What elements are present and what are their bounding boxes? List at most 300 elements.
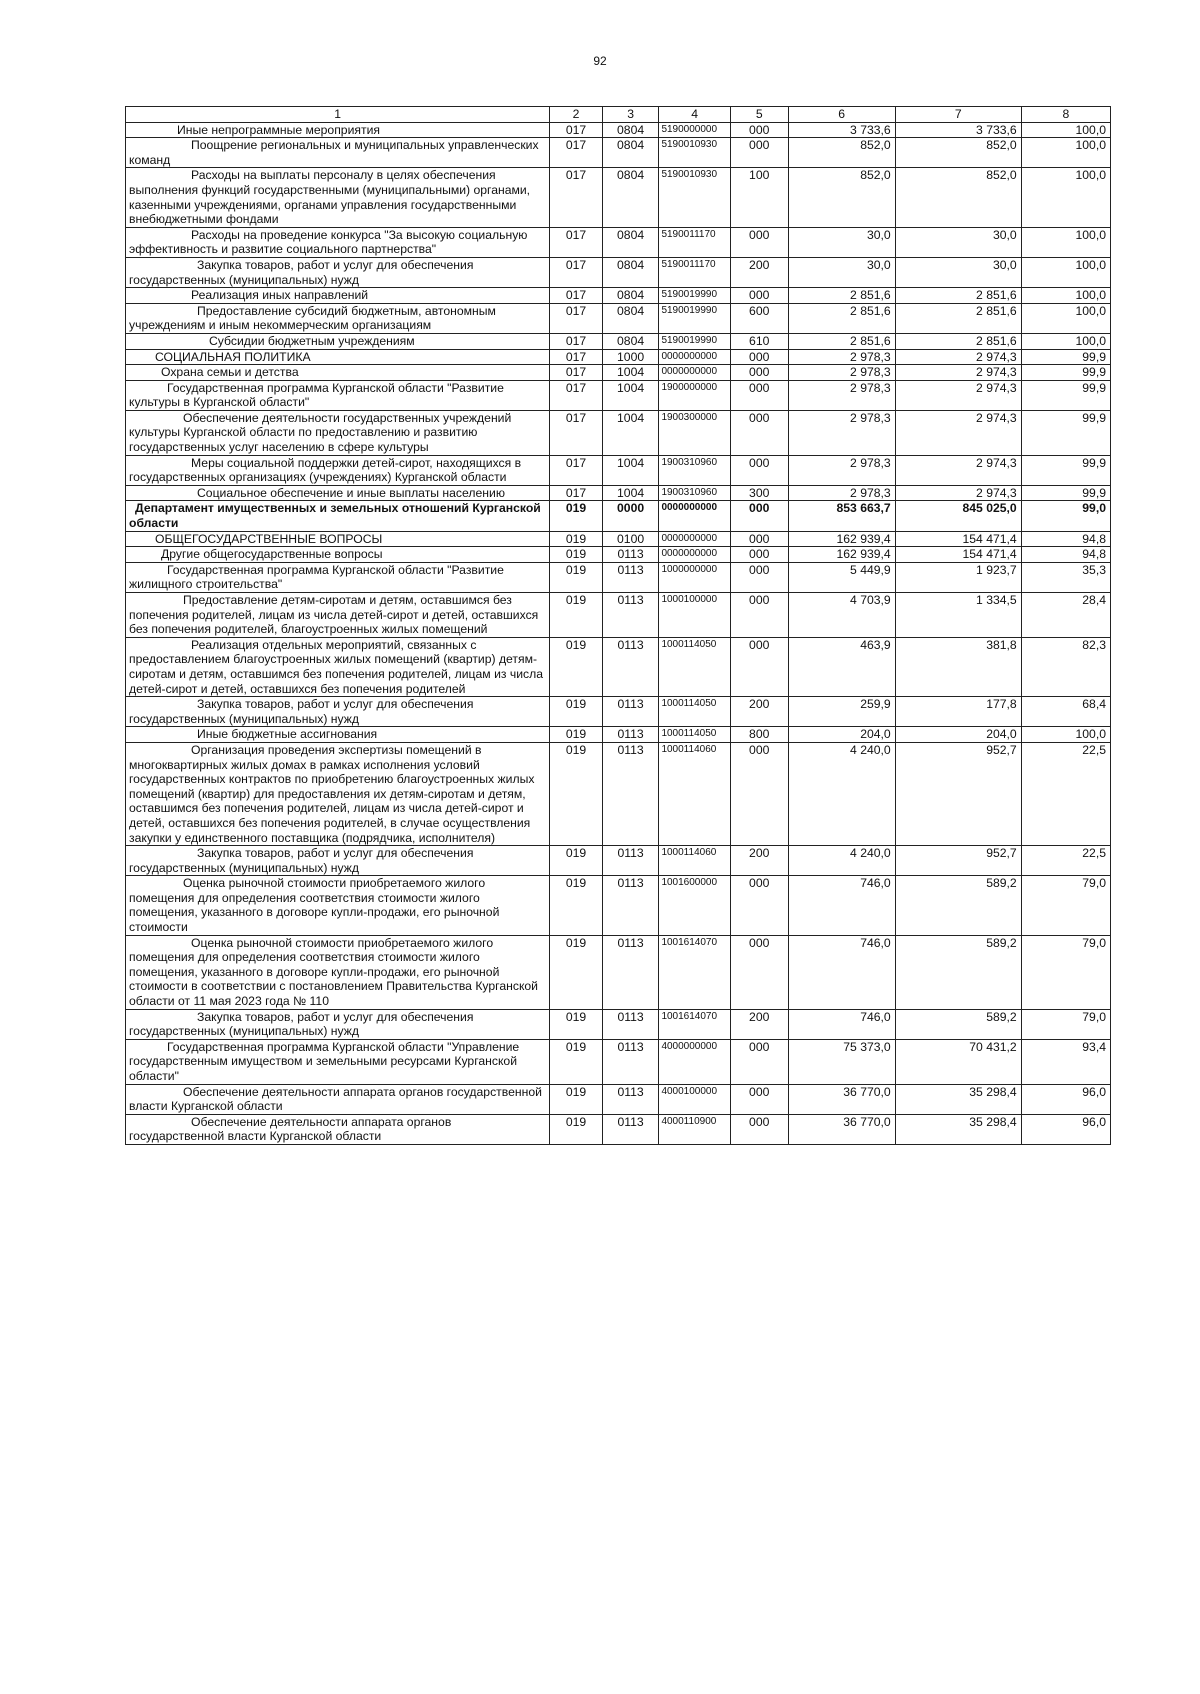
target-article-cell: 1000114060 <box>659 742 730 845</box>
execution-percent-cell: 100,0 <box>1021 257 1110 287</box>
executed-amount-cell: 1 923,7 <box>895 562 1021 592</box>
column-number-row <box>126 107 1111 123</box>
department-code-cell: 019 <box>550 727 603 743</box>
executed-amount-cell: 2 974,3 <box>895 365 1021 381</box>
section-code-cell: 0113 <box>602 637 659 696</box>
item-name: СОЦИАЛЬНАЯ ПОЛИТИКА <box>155 349 311 364</box>
target-article-cell: 1000114050 <box>659 637 730 696</box>
item-name: Реализация отдельных мероприятий, связанных с предоставлением благоустроенных жилых помещений (квартир) детям-сиротам и детям, оставшимся без попечения родителей, лицам из числа детей-сирот и детей, оставшихся без попечения родителей <box>129 637 547 696</box>
section-code-cell: 0000 <box>602 501 659 531</box>
expense-type-cell: 800 <box>730 727 788 743</box>
item-name-cell <box>126 485 550 501</box>
department-code-cell: 019 <box>550 547 603 563</box>
item-name-cell <box>126 547 550 563</box>
item-name: Субсидии бюджетным учреждениям <box>209 333 415 348</box>
execution-percent-cell: 100,0 <box>1021 138 1110 168</box>
target-article-cell: 0000000000 <box>659 501 730 531</box>
table-row <box>126 501 1111 531</box>
target-article-cell: 1000000000 <box>659 562 730 592</box>
section-code-cell: 0113 <box>602 935 659 1009</box>
section-code-cell: 0113 <box>602 697 659 727</box>
expense-type-cell: 200 <box>730 846 788 876</box>
expense-type-cell: 000 <box>730 637 788 696</box>
execution-percent-cell: 100,0 <box>1021 168 1110 227</box>
item-name-cell <box>126 1084 550 1114</box>
table-row <box>126 455 1111 485</box>
table-row <box>126 1009 1111 1039</box>
column-header: 3 <box>602 107 659 123</box>
executed-amount-cell: 35 298,4 <box>895 1114 1021 1144</box>
executed-amount-cell: 35 298,4 <box>895 1084 1021 1114</box>
executed-amount-cell: 852,0 <box>895 168 1021 227</box>
section-code-cell: 0113 <box>602 727 659 743</box>
department-code-cell: 017 <box>550 485 603 501</box>
item-name-cell <box>126 227 550 257</box>
item-name-cell <box>126 637 550 696</box>
table-row <box>126 876 1111 935</box>
item-name: Государственная программа Курганской области "Управление государственным имуществом и земельными ресурсами Курганской области" <box>129 1039 523 1083</box>
department-code-cell: 019 <box>550 1114 603 1144</box>
expense-type-cell: 000 <box>730 410 788 455</box>
planned-amount-cell: 2 978,3 <box>788 380 895 410</box>
item-name: Расходы на проведение конкурса "За высокую социальную эффективность и развитие социального партнерства" <box>129 227 531 257</box>
table-row <box>126 562 1111 592</box>
department-code-cell: 017 <box>550 138 603 168</box>
execution-percent-cell: 79,0 <box>1021 876 1110 935</box>
executed-amount-cell: 154 471,4 <box>895 531 1021 547</box>
execution-percent-cell: 100,0 <box>1021 727 1110 743</box>
department-code-cell: 017 <box>550 257 603 287</box>
planned-amount-cell: 3 733,6 <box>788 122 895 138</box>
section-code-cell: 0804 <box>602 138 659 168</box>
item-name: Обеспечение деятельности аппарата органов государственной власти Курганской области <box>129 1114 455 1144</box>
planned-amount-cell: 162 939,4 <box>788 547 895 563</box>
section-code-cell: 0113 <box>602 593 659 638</box>
department-code-cell: 019 <box>550 742 603 845</box>
expense-type-cell: 610 <box>730 333 788 349</box>
target-article-cell: 4000100000 <box>659 1084 730 1114</box>
item-name: Государственная программа Курганской области "Развитие жилищного строительства" <box>129 562 508 592</box>
expense-type-cell: 000 <box>730 742 788 845</box>
executed-amount-cell: 589,2 <box>895 876 1021 935</box>
execution-percent-cell: 100,0 <box>1021 303 1110 333</box>
section-code-cell: 1004 <box>602 485 659 501</box>
executed-amount-cell: 589,2 <box>895 935 1021 1009</box>
department-code-cell: 019 <box>550 501 603 531</box>
executed-amount-cell: 1 334,5 <box>895 593 1021 638</box>
target-article-cell: 0000000000 <box>659 365 730 381</box>
execution-percent-cell: 22,5 <box>1021 742 1110 845</box>
item-name-cell <box>126 531 550 547</box>
expense-type-cell: 100 <box>730 168 788 227</box>
execution-percent-cell: 35,3 <box>1021 562 1110 592</box>
department-code-cell: 017 <box>550 455 603 485</box>
item-name-cell <box>126 935 550 1009</box>
column-header: 2 <box>550 107 603 123</box>
department-code-cell: 019 <box>550 593 603 638</box>
department-code-cell: 019 <box>550 697 603 727</box>
planned-amount-cell: 259,9 <box>788 697 895 727</box>
executed-amount-cell: 2 974,3 <box>895 485 1021 501</box>
execution-percent-cell: 99,9 <box>1021 485 1110 501</box>
execution-percent-cell: 94,8 <box>1021 547 1110 563</box>
expense-type-cell: 000 <box>730 365 788 381</box>
item-name-cell <box>126 727 550 743</box>
target-article-cell: 1900300000 <box>659 410 730 455</box>
executed-amount-cell: 381,8 <box>895 637 1021 696</box>
execution-percent-cell: 22,5 <box>1021 846 1110 876</box>
item-name: Государственная программа Курганской области "Развитие культуры в Курганской области" <box>129 380 508 410</box>
table-row <box>126 122 1111 138</box>
table-row <box>126 333 1111 349</box>
expense-type-cell: 000 <box>730 380 788 410</box>
expense-type-cell: 000 <box>730 562 788 592</box>
execution-percent-cell: 99,0 <box>1021 501 1110 531</box>
target-article-cell: 5190019990 <box>659 288 730 304</box>
item-name: Социальное обеспечение и иные выплаты населению <box>197 485 505 500</box>
expense-type-cell: 000 <box>730 1039 788 1084</box>
item-name: Закупка товаров, работ и услуг для обеспечения государственных (муниципальных) нужд <box>129 846 477 875</box>
department-code-cell: 017 <box>550 227 603 257</box>
expense-type-cell: 600 <box>730 303 788 333</box>
expense-type-cell: 000 <box>730 1114 788 1144</box>
section-code-cell: 0804 <box>602 122 659 138</box>
item-name-cell <box>126 288 550 304</box>
executed-amount-cell: 204,0 <box>895 727 1021 743</box>
planned-amount-cell: 4 240,0 <box>788 742 895 845</box>
department-code-cell: 017 <box>550 333 603 349</box>
execution-percent-cell: 99,9 <box>1021 349 1110 365</box>
execution-percent-cell: 94,8 <box>1021 531 1110 547</box>
department-code-cell: 017 <box>550 303 603 333</box>
expense-type-cell: 000 <box>730 876 788 935</box>
target-article-cell: 5190019990 <box>659 303 730 333</box>
planned-amount-cell: 36 770,0 <box>788 1114 895 1144</box>
item-name-cell <box>126 1009 550 1039</box>
executed-amount-cell: 2 974,3 <box>895 455 1021 485</box>
item-name: Реализация иных направлений <box>191 288 369 303</box>
department-code-cell: 019 <box>550 1039 603 1084</box>
execution-percent-cell: 99,9 <box>1021 410 1110 455</box>
execution-percent-cell: 28,4 <box>1021 593 1110 638</box>
planned-amount-cell: 463,9 <box>788 637 895 696</box>
expense-type-cell: 200 <box>730 697 788 727</box>
department-code-cell: 017 <box>550 168 603 227</box>
item-name-cell <box>126 562 550 592</box>
executed-amount-cell: 2 974,3 <box>895 410 1021 455</box>
table-row <box>126 365 1111 381</box>
item-name: ОБЩЕГОСУДАРСТВЕННЫЕ ВОПРОСЫ <box>155 531 383 546</box>
department-code-cell: 017 <box>550 365 603 381</box>
item-name: Обеспечение деятельности государственных учреждений культуры Курганской области по предоставлению и развитию государственных услуг населению в сфере культуры <box>129 410 515 455</box>
planned-amount-cell: 852,0 <box>788 138 895 168</box>
table-row <box>126 1114 1111 1144</box>
planned-amount-cell: 2 978,3 <box>788 455 895 485</box>
execution-percent-cell: 79,0 <box>1021 935 1110 1009</box>
department-code-cell: 017 <box>550 122 603 138</box>
item-name: Меры социальной поддержки детей-сирот, находящихся в государственных организациях (учреждениях) Курганской области <box>129 455 525 485</box>
execution-percent-cell: 100,0 <box>1021 333 1110 349</box>
target-article-cell: 5190019990 <box>659 333 730 349</box>
section-code-cell: 0804 <box>602 257 659 287</box>
expense-type-cell: 200 <box>730 1009 788 1039</box>
executed-amount-cell: 589,2 <box>895 1009 1021 1039</box>
section-code-cell: 0113 <box>602 1039 659 1084</box>
item-name-cell <box>126 742 550 845</box>
executed-amount-cell: 154 471,4 <box>895 547 1021 563</box>
expense-type-cell: 000 <box>730 288 788 304</box>
target-article-cell: 1000114050 <box>659 727 730 743</box>
table-row <box>126 380 1111 410</box>
execution-percent-cell: 100,0 <box>1021 122 1110 138</box>
planned-amount-cell: 2 978,3 <box>788 349 895 365</box>
executed-amount-cell: 2 974,3 <box>895 380 1021 410</box>
expense-type-cell: 000 <box>730 227 788 257</box>
executed-amount-cell: 30,0 <box>895 257 1021 287</box>
executed-amount-cell: 30,0 <box>895 227 1021 257</box>
item-name-cell <box>126 333 550 349</box>
target-article-cell: 4000110900 <box>659 1114 730 1144</box>
item-name-cell <box>126 122 550 138</box>
target-article-cell: 1000114050 <box>659 697 730 727</box>
budget-execution-table <box>125 106 1111 1145</box>
executed-amount-cell: 2 974,3 <box>895 349 1021 365</box>
planned-amount-cell: 2 851,6 <box>788 333 895 349</box>
table-row <box>126 593 1111 638</box>
expense-type-cell: 000 <box>730 1084 788 1114</box>
item-name: Предоставление субсидий бюджетным, автономным учреждениям и иным некоммерческим организациям <box>129 303 500 333</box>
section-code-cell: 1004 <box>602 410 659 455</box>
section-code-cell: 0113 <box>602 1114 659 1144</box>
department-code-cell: 017 <box>550 349 603 365</box>
item-name: Обеспечение деятельности аппарата органов государственной власти Курганской области <box>129 1084 546 1114</box>
section-code-cell: 0113 <box>602 562 659 592</box>
table-row <box>126 138 1111 168</box>
planned-amount-cell: 746,0 <box>788 1009 895 1039</box>
section-code-cell: 0113 <box>602 1084 659 1114</box>
target-article-cell: 5190010930 <box>659 168 730 227</box>
column-header: 1 <box>126 107 550 123</box>
table-row <box>126 349 1111 365</box>
department-code-cell: 019 <box>550 531 603 547</box>
target-article-cell: 4000000000 <box>659 1039 730 1084</box>
planned-amount-cell: 4 703,9 <box>788 593 895 638</box>
table-row <box>126 303 1111 333</box>
item-name: Иные бюджетные ассигнования <box>197 727 378 742</box>
target-article-cell: 0000000000 <box>659 349 730 365</box>
execution-percent-cell: 68,4 <box>1021 697 1110 727</box>
section-code-cell: 1004 <box>602 380 659 410</box>
planned-amount-cell: 204,0 <box>788 727 895 743</box>
table-row <box>126 637 1111 696</box>
executed-amount-cell: 2 851,6 <box>895 303 1021 333</box>
expense-type-cell: 000 <box>730 138 788 168</box>
table-row <box>126 697 1111 727</box>
item-name: Оценка рыночной стоимости приобретаемого жилого помещения для определения соответствия стоимости жилого помещения, указанного в договоре купли-продажи, его рыночной стоимости в соответствии с постановлением Правительства Курганской области от 11 мая 2023 года № 110 <box>129 935 542 1009</box>
item-name-cell <box>126 846 550 876</box>
item-name-cell <box>126 1114 550 1144</box>
planned-amount-cell: 2 851,6 <box>788 288 895 304</box>
planned-amount-cell: 5 449,9 <box>788 562 895 592</box>
target-article-cell: 1000100000 <box>659 593 730 638</box>
item-name: Расходы на выплаты персоналу в целях обеспечения выполнения функций государственными (муниципальными) органами, казенными учреждениями, органами управления государственными внебюджетными фондами <box>129 168 534 227</box>
section-code-cell: 1004 <box>602 455 659 485</box>
section-code-cell: 0804 <box>602 288 659 304</box>
column-header: 7 <box>895 107 1021 123</box>
department-code-cell: 019 <box>550 846 603 876</box>
expense-type-cell: 000 <box>730 935 788 1009</box>
execution-percent-cell: 99,9 <box>1021 455 1110 485</box>
execution-percent-cell: 93,4 <box>1021 1039 1110 1084</box>
expense-type-cell: 000 <box>730 455 788 485</box>
expense-type-cell: 000 <box>730 593 788 638</box>
execution-percent-cell: 99,9 <box>1021 380 1110 410</box>
item-name-cell <box>126 410 550 455</box>
table-row <box>126 168 1111 227</box>
target-article-cell: 5190011170 <box>659 227 730 257</box>
table-row <box>126 935 1111 1009</box>
executed-amount-cell: 845 025,0 <box>895 501 1021 531</box>
item-name-cell <box>126 455 550 485</box>
table-row <box>126 846 1111 876</box>
executed-amount-cell: 3 733,6 <box>895 122 1021 138</box>
item-name-cell <box>126 303 550 333</box>
item-name-cell <box>126 1039 550 1084</box>
table-row <box>126 1039 1111 1084</box>
table-row <box>126 288 1111 304</box>
table-row <box>126 1084 1111 1114</box>
planned-amount-cell: 746,0 <box>788 876 895 935</box>
executed-amount-cell: 852,0 <box>895 138 1021 168</box>
department-code-cell: 019 <box>550 637 603 696</box>
execution-percent-cell: 96,0 <box>1021 1114 1110 1144</box>
column-header: 6 <box>788 107 895 123</box>
target-article-cell: 1001614070 <box>659 1009 730 1039</box>
execution-percent-cell: 82,3 <box>1021 637 1110 696</box>
table-row <box>126 727 1111 743</box>
item-name-cell <box>126 349 550 365</box>
item-name-cell <box>126 593 550 638</box>
item-name-cell <box>126 138 550 168</box>
target-article-cell: 1900000000 <box>659 380 730 410</box>
table-row <box>126 227 1111 257</box>
section-code-cell: 0100 <box>602 531 659 547</box>
expense-type-cell: 000 <box>730 531 788 547</box>
planned-amount-cell: 853 663,7 <box>788 501 895 531</box>
execution-percent-cell: 99,9 <box>1021 365 1110 381</box>
expense-type-cell: 000 <box>730 501 788 531</box>
item-name: Охрана семьи и детства <box>161 365 299 380</box>
target-article-cell: 1900310960 <box>659 455 730 485</box>
expense-type-cell: 300 <box>730 485 788 501</box>
item-name: Предоставление детям-сиротам и детям, оставшимся без попечения родителей, лицам из числа детей-сирот и детей, оставшихся без попечения родителей, благоустроенных жилых помещений <box>129 593 542 637</box>
expense-type-cell: 000 <box>730 349 788 365</box>
item-name-cell <box>126 168 550 227</box>
department-code-cell: 019 <box>550 1009 603 1039</box>
table-row <box>126 531 1111 547</box>
executed-amount-cell: 2 851,6 <box>895 333 1021 349</box>
column-header: 8 <box>1021 107 1110 123</box>
section-code-cell: 0113 <box>602 1009 659 1039</box>
target-article-cell: 1001614070 <box>659 935 730 1009</box>
item-name-cell <box>126 697 550 727</box>
item-name: Оценка рыночной стоимости приобретаемого жилого помещения для определения соответствия стоимости жилого помещения, указанного в договоре купли-продажи, его рыночной стоимости <box>129 876 503 935</box>
executed-amount-cell: 177,8 <box>895 697 1021 727</box>
column-header: 4 <box>659 107 730 123</box>
target-article-cell: 5190000000 <box>659 122 730 138</box>
target-article-cell: 5190011170 <box>659 257 730 287</box>
planned-amount-cell: 36 770,0 <box>788 1084 895 1114</box>
execution-percent-cell: 100,0 <box>1021 288 1110 304</box>
target-article-cell: 1001600000 <box>659 876 730 935</box>
planned-amount-cell: 2 978,3 <box>788 485 895 501</box>
department-code-cell: 017 <box>550 288 603 304</box>
item-name: Организация проведения экспертизы помещений в многоквартирных жилых домах в рамках исполнения условий государственных контрактов по приобретению благоустроенных жилых помещений (квартир) для предоставления их детям-сиротам и детям, оставшимся без попечения родителей, лицам из числа детей-сирот и детей, оставшихся без попечения родителей, в случае осуществления закупки у единственного поставщика (подрядчика, исполнителя) <box>129 742 538 845</box>
item-name: Другие общегосударственные вопросы <box>161 547 383 562</box>
section-code-cell: 0804 <box>602 227 659 257</box>
planned-amount-cell: 75 373,0 <box>788 1039 895 1084</box>
item-name: Департамент имущественных и земельных отношений Курганской области <box>129 501 545 531</box>
table-row <box>126 547 1111 563</box>
planned-amount-cell: 4 240,0 <box>788 846 895 876</box>
executed-amount-cell: 952,7 <box>895 742 1021 845</box>
table-body <box>126 122 1111 1144</box>
section-code-cell: 0804 <box>602 333 659 349</box>
planned-amount-cell: 2 851,6 <box>788 303 895 333</box>
executed-amount-cell: 952,7 <box>895 846 1021 876</box>
department-code-cell: 019 <box>550 562 603 592</box>
planned-amount-cell: 30,0 <box>788 257 895 287</box>
execution-percent-cell: 96,0 <box>1021 1084 1110 1114</box>
target-article-cell: 1900310960 <box>659 485 730 501</box>
column-header: 5 <box>730 107 788 123</box>
section-code-cell: 0804 <box>602 168 659 227</box>
item-name-cell <box>126 380 550 410</box>
table-row <box>126 257 1111 287</box>
section-code-cell: 0804 <box>602 303 659 333</box>
department-code-cell: 019 <box>550 935 603 1009</box>
section-code-cell: 1004 <box>602 365 659 381</box>
item-name: Закупка товаров, работ и услуг для обеспечения государственных (муниципальных) нужд <box>129 697 477 726</box>
department-code-cell: 017 <box>550 410 603 455</box>
item-name-cell <box>126 876 550 935</box>
executed-amount-cell: 70 431,2 <box>895 1039 1021 1084</box>
department-code-cell: 017 <box>550 380 603 410</box>
planned-amount-cell: 746,0 <box>788 935 895 1009</box>
item-name: Закупка товаров, работ и услуг для обеспечения государственных (муниципальных) нужд <box>129 1009 477 1039</box>
planned-amount-cell: 162 939,4 <box>788 531 895 547</box>
section-code-cell: 0113 <box>602 547 659 563</box>
target-article-cell: 0000000000 <box>659 547 730 563</box>
item-name: Закупка товаров, работ и услуг для обеспечения государственных (муниципальных) нужд <box>129 257 477 287</box>
section-code-cell: 0113 <box>602 876 659 935</box>
item-name-cell <box>126 257 550 287</box>
executed-amount-cell: 2 851,6 <box>895 288 1021 304</box>
item-name: Поощрение региональных и муниципальных управленческих команд <box>129 138 542 167</box>
target-article-cell: 0000000000 <box>659 531 730 547</box>
item-name: Иные непрограммные мероприятия <box>177 122 380 137</box>
planned-amount-cell: 2 978,3 <box>788 410 895 455</box>
planned-amount-cell: 2 978,3 <box>788 365 895 381</box>
department-code-cell: 019 <box>550 876 603 935</box>
section-code-cell: 0113 <box>602 742 659 845</box>
item-name-cell <box>126 501 550 531</box>
target-article-cell: 1000114060 <box>659 846 730 876</box>
table-row <box>126 410 1111 455</box>
execution-percent-cell: 100,0 <box>1021 227 1110 257</box>
section-code-cell: 1000 <box>602 349 659 365</box>
department-code-cell: 019 <box>550 1084 603 1114</box>
